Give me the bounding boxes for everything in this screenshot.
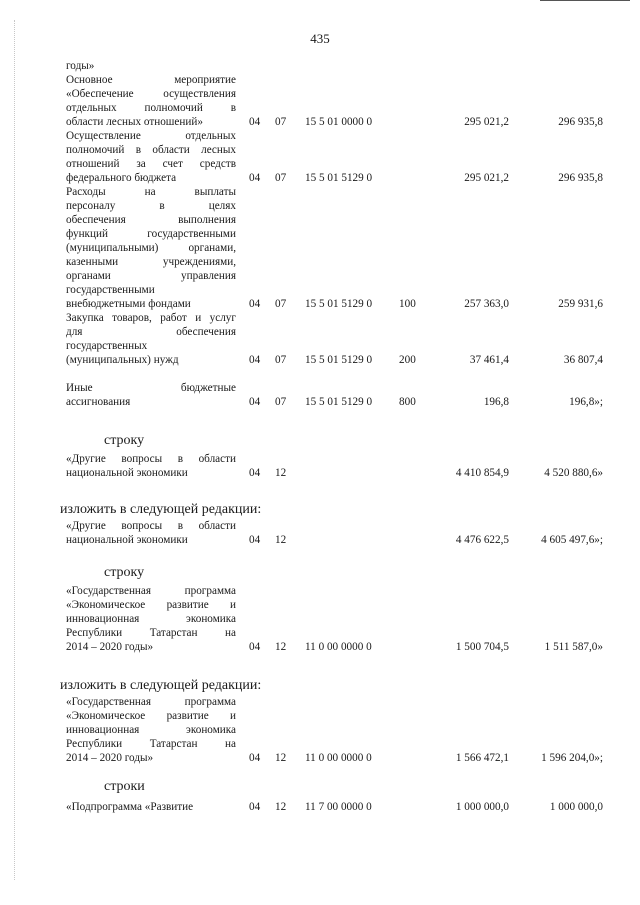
table1-row-podrazdel: 07 — [275, 116, 287, 128]
block3-row-name-line: инновационная экономика — [66, 613, 236, 625]
table1-row-name-line: функций государственными — [66, 228, 236, 240]
table1-row-csr: 15 5 01 5129 0 — [305, 172, 373, 184]
table1-row-name-line: «Обеспечение осуществления — [66, 88, 236, 100]
block2-row-value-2019: 4 605 497,6»; — [541, 534, 603, 546]
table1-row-vr: 800 — [399, 396, 416, 408]
table1-row-value-2018: 257 363,0 — [464, 298, 509, 310]
block1-row-podrazdel: 12 — [275, 467, 287, 479]
table1-row-name-line: государственными — [66, 284, 155, 296]
table1-row-name-line: Осуществление отдельных — [66, 130, 236, 142]
table1-row-razdel: 04 — [249, 396, 261, 408]
table1-row-value-2018: 196,8 — [483, 396, 509, 408]
table1-row-name-line: Основное мероприятие — [66, 74, 236, 86]
block2-row-name-line: национальной экономики — [66, 534, 188, 546]
table1-row-value-2019: 296 935,8 — [558, 172, 603, 184]
table1-row-name-line: годы» — [66, 60, 95, 72]
block4-row-name-line: Республики Татарстан на — [66, 738, 236, 750]
block3-row-value-2019: 1 511 587,0» — [544, 641, 603, 653]
table1-row-value-2018: 37 461,4 — [469, 354, 509, 366]
table1-row-csr: 15 5 01 5129 0 — [305, 396, 373, 408]
page-number: 435 — [310, 31, 330, 46]
table1-row-name-line: отношений за счет средств — [66, 158, 236, 170]
block1-row-name-line: национальной экономики — [66, 467, 188, 479]
block2-row-razdel: 04 — [249, 534, 261, 546]
block2-row-podrazdel: 12 — [275, 534, 287, 546]
block4-heading: изложить в следующей редакции: — [60, 678, 262, 693]
block5-row-name-line: «Подпрограмма «Развитие — [66, 801, 194, 813]
block3-heading: строку — [104, 565, 145, 580]
table1-row-csr: 15 5 01 0000 0 — [305, 116, 373, 128]
table1-row-value-2019: 296 935,8 — [558, 116, 603, 128]
block3-row-value-2018: 1 500 704,5 — [455, 641, 509, 653]
block4-row-name-line: «Государственная программа — [66, 696, 236, 708]
block5-row-razdel: 04 — [249, 801, 261, 813]
table1-row-name-line: Расходы на выплаты — [66, 186, 236, 198]
table1-row-name-line: отдельных полномочий в — [66, 102, 236, 114]
block3-row-name-line: Республики Татарстан на — [66, 627, 236, 639]
table1-row-value-2019: 259 931,6 — [558, 298, 603, 310]
block1-row-value-2018: 4 410 854,9 — [455, 467, 509, 479]
block4-row-razdel: 04 — [249, 752, 261, 764]
table1-row-name-line: органами управления — [66, 270, 236, 282]
table1-row-vr: 100 — [399, 298, 416, 310]
block4-row-value-2018: 1 566 472,1 — [455, 752, 509, 764]
block1-row-razdel: 04 — [249, 467, 261, 479]
table1-row-value-2019: 196,8»; — [569, 396, 603, 408]
table1-row-podrazdel: 07 — [275, 396, 287, 408]
block2-row-value-2018: 4 476 622,5 — [455, 534, 509, 546]
table1-row-name-line: Закупка товаров, работ и услуг — [66, 312, 236, 324]
block4-row-podrazdel: 12 — [275, 752, 287, 764]
table1-row-value-2019: 36 807,4 — [563, 354, 603, 366]
table1-row-podrazdel: 07 — [275, 172, 287, 184]
block3-row-name-line: «Государственная программа — [66, 585, 236, 597]
table1-row-podrazdel: 07 — [275, 298, 287, 310]
table1-row-name-line: ассигнования — [66, 396, 131, 408]
table1-row-name-line: (муниципальными) органами, — [66, 242, 236, 254]
table1-row-value-2018: 295 021,2 — [464, 116, 509, 128]
block4-row-name-line: «Экономическое развитие и — [66, 710, 236, 722]
table1-row-razdel: 04 — [249, 116, 261, 128]
block5-heading: строки — [104, 779, 145, 794]
block4-row-csr: 11 0 00 0000 0 — [305, 752, 372, 764]
table1-row-name-line: для обеспечения — [66, 326, 236, 338]
table1-row-value-2018: 295 021,2 — [464, 172, 509, 184]
table1-row-podrazdel: 07 — [275, 354, 287, 366]
table1-row-razdel: 04 — [249, 354, 261, 366]
block4-row-name-line: инновационная экономика — [66, 724, 236, 736]
block1-heading: строку — [104, 433, 145, 448]
table1-row-name-line: Иные бюджетные — [66, 382, 236, 394]
binding-margin-dots — [14, 20, 15, 880]
table1-row-razdel: 04 — [249, 172, 261, 184]
top-rule — [540, 0, 630, 1]
table1-row-name-line: казенными учреждениями, — [66, 256, 236, 268]
block5-row-podrazdel: 12 — [275, 801, 287, 813]
block3-row-name-line: «Экономическое развитие и — [66, 599, 236, 611]
block5-row-csr: 11 7 00 0000 0 — [305, 801, 372, 813]
table1-row-name-line: федерального бюджета — [66, 172, 177, 184]
table1-row-name-line: полномочий в области лесных — [66, 144, 236, 156]
block2-row-name-line: «Другие вопросы в области — [66, 520, 236, 532]
table1-row-vr: 200 — [399, 354, 416, 366]
table1-row-name-line: государственных — [66, 340, 148, 352]
block1-row-value-2019: 4 520 880,6» — [544, 467, 603, 479]
table1-row-name-line: персоналу в целях — [66, 200, 236, 212]
block4-row-value-2019: 1 596 204,0»; — [541, 752, 603, 764]
block3-row-csr: 11 0 00 0000 0 — [305, 641, 372, 653]
table1-row-name-line: внебюджетными фондами — [66, 298, 191, 310]
block4-row-name-line: 2014 – 2020 годы» — [66, 752, 154, 764]
block3-row-name-line: 2014 – 2020 годы» — [66, 641, 154, 653]
block3-row-podrazdel: 12 — [275, 641, 287, 653]
table1-row-name-line: области лесных отношений» — [66, 116, 203, 128]
table1-row-name-line: (муниципальных) нужд — [66, 354, 179, 366]
block1-row-name-line: «Другие вопросы в области — [66, 453, 236, 465]
block2-heading: изложить в следующей редакции: — [60, 502, 262, 517]
block5-row-value-2018: 1 000 000,0 — [455, 801, 509, 813]
table1-row-csr: 15 5 01 5129 0 — [305, 354, 373, 366]
block3-row-razdel: 04 — [249, 641, 261, 653]
table1-row-razdel: 04 — [249, 298, 261, 310]
table1-row-csr: 15 5 01 5129 0 — [305, 298, 373, 310]
block5-row-value-2019: 1 000 000,0 — [549, 801, 603, 813]
table1-row-name-line: обеспечения выполнения — [66, 214, 236, 226]
